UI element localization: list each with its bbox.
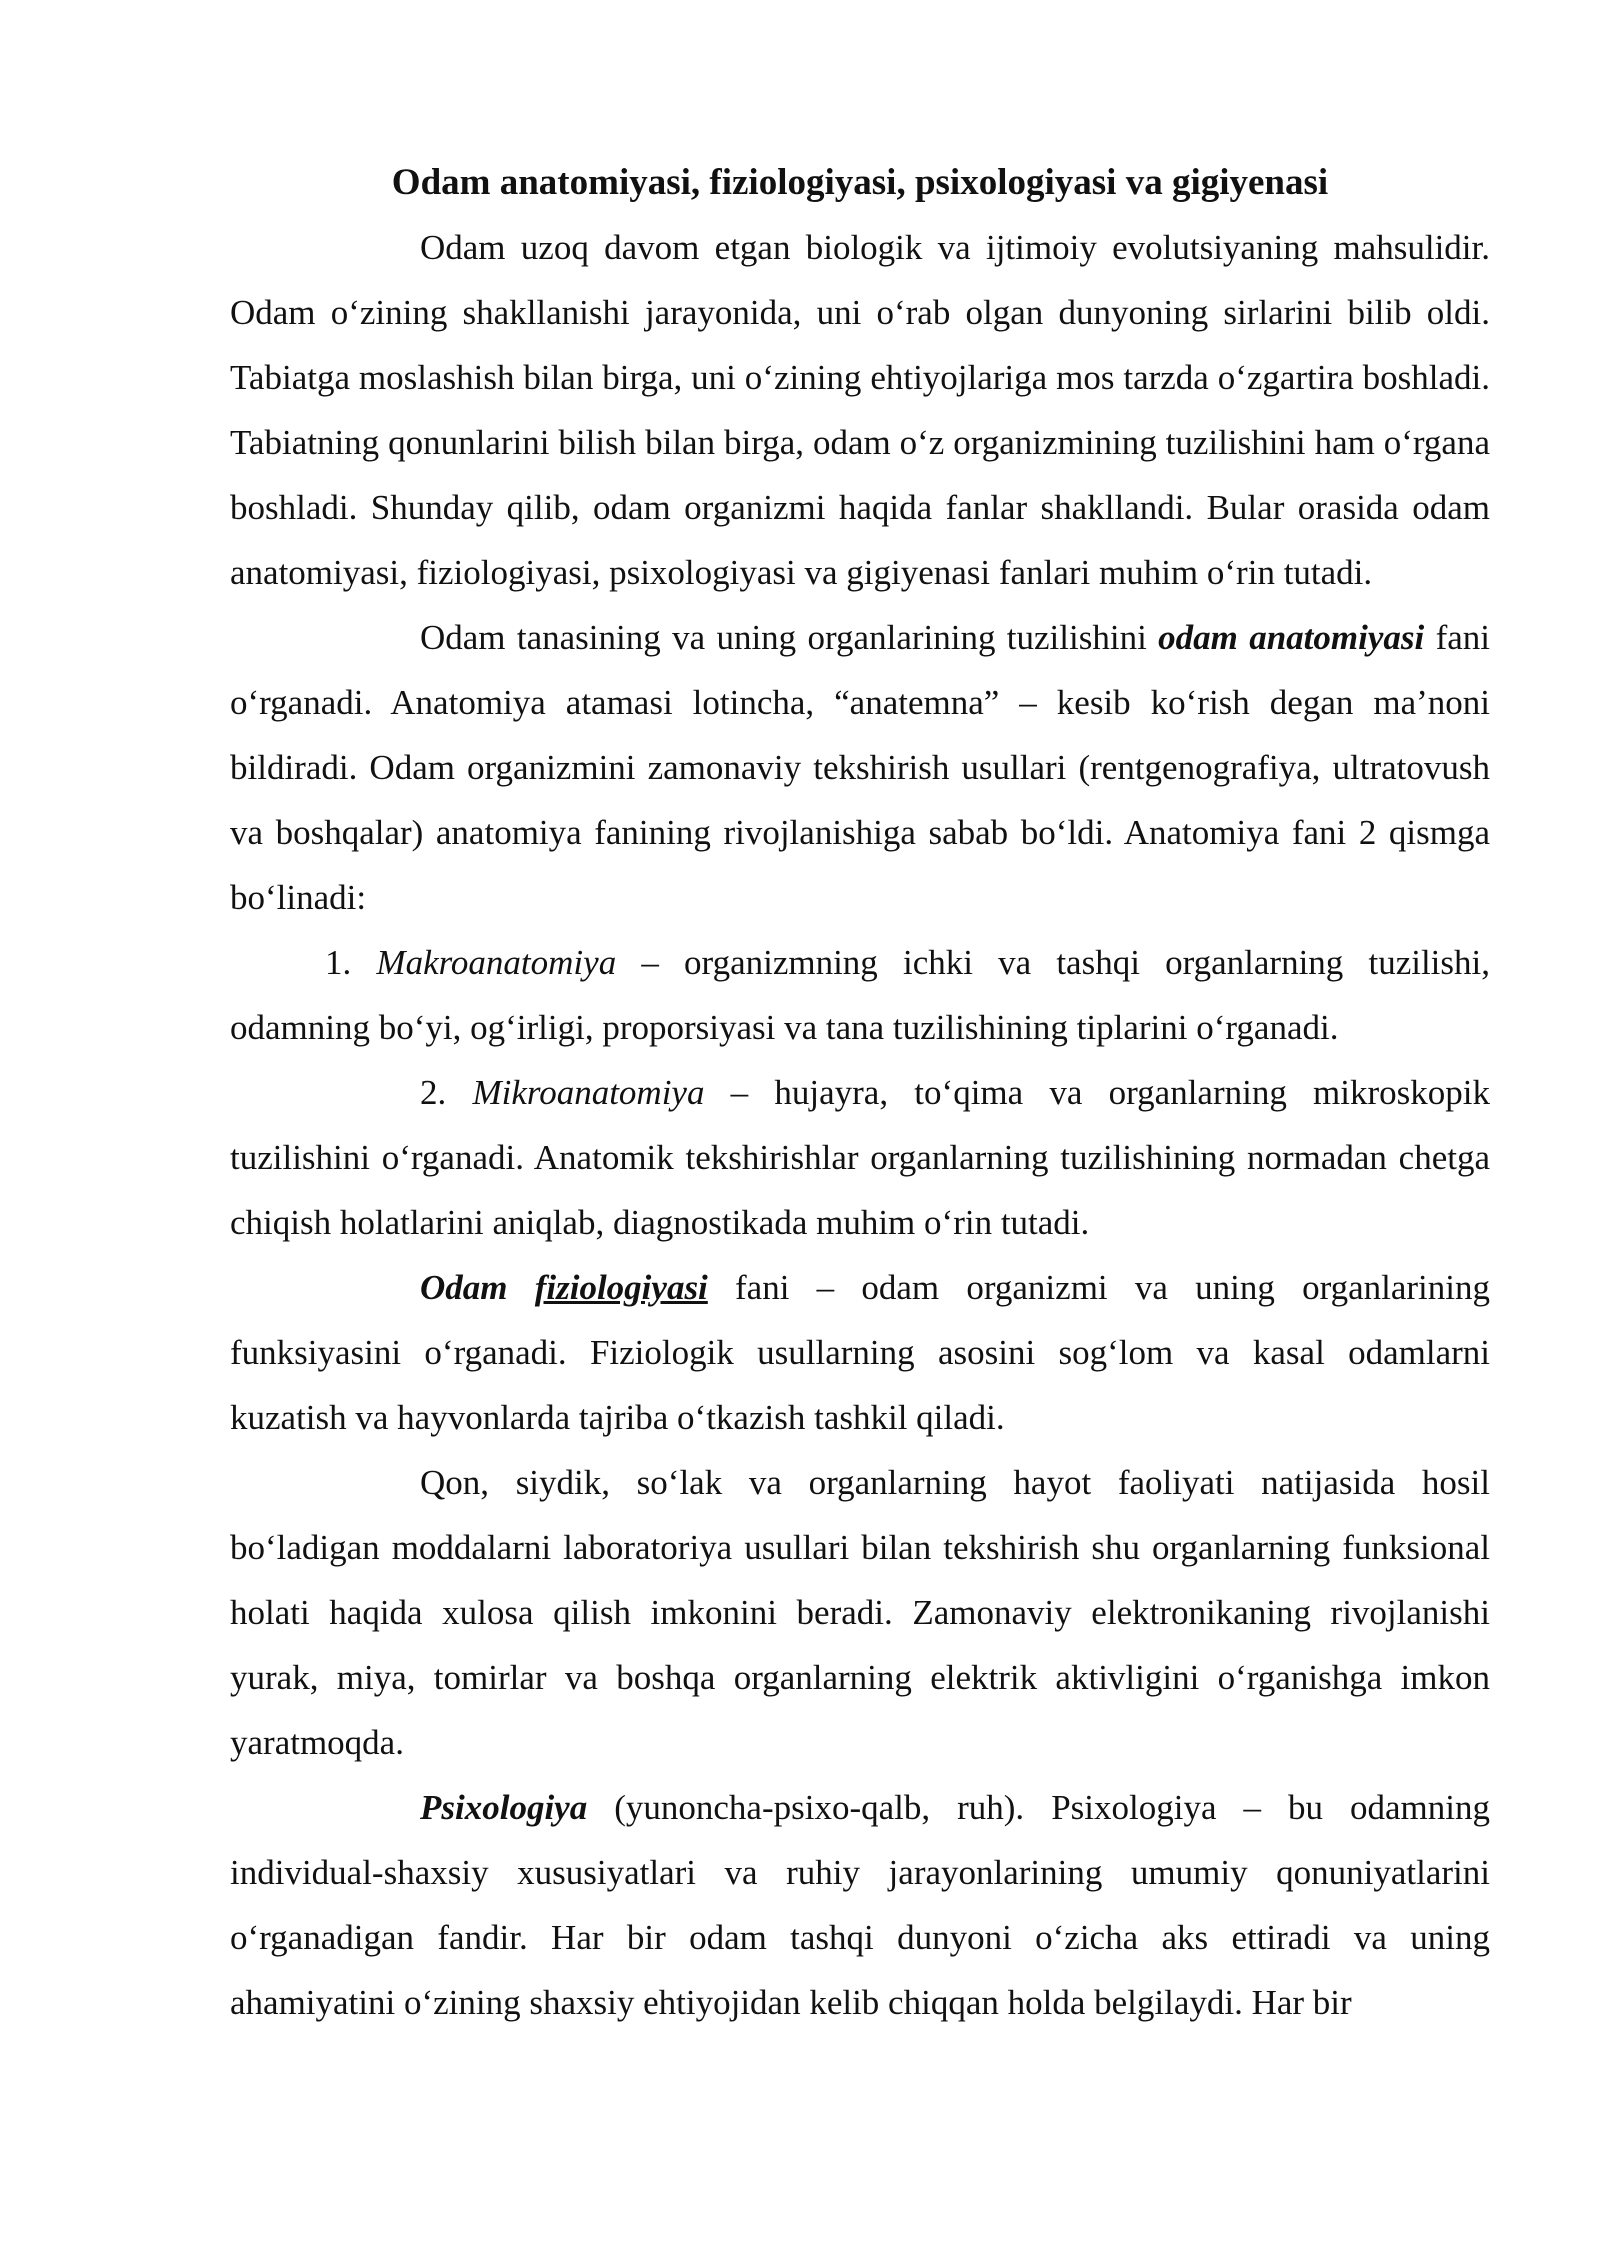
term-odam: Odam bbox=[420, 1268, 508, 1307]
paragraph-physiology-text: fani – odam organizmi va uning organlarining funksiyasini o‘rganadi. Fiziologik usullarning asosini sog‘lom va kasal odamlarni kuzatish va hayvonlarda tajriba o‘tkazish tashkil qiladi. bbox=[230, 1268, 1490, 1437]
term-odam-anatomiyasi: odam anatomiyasi bbox=[1158, 618, 1425, 657]
paragraph-physiology bbox=[230, 1255, 1490, 1450]
paragraph-psychology bbox=[230, 1775, 1490, 2035]
paragraph-anatomy bbox=[230, 605, 1490, 930]
list-item-text: – hujayra, to‘qima va organlarning mikroskopik tuzilishini o‘rganadi. Anatomik tekshirishlar organlarning tuzilishining normadan chetga chiqish holatlarini aniqlab, diagnostikada muhim o‘rin tutadi. bbox=[230, 1073, 1490, 1242]
list-item-mikroanatomiya bbox=[230, 1060, 1490, 1255]
paragraph-anatomy-after: fani o‘rganadi. Anatomiya atamasi lotincha, “anatemna” – kesib ko‘rish degan ma’noni bildiradi. Odam organizmini zamonaviy tekshirish usullari (rentgenografiya, ultratovush va boshqalar) anatomiya fanining rivojlanishiga sabab bo‘ldi. Anatomiya fani 2 qismga bo‘linadi: bbox=[230, 618, 1490, 917]
term-makroanatomiya: Makroanatomiya bbox=[376, 943, 617, 982]
list-number: 2. bbox=[420, 1073, 473, 1112]
paragraph-anatomy-before: Odam tanasining va uning organlarining tuzilishini bbox=[420, 618, 1159, 657]
list-item-makroanatomiya bbox=[230, 930, 1490, 1060]
document-page bbox=[230, 150, 1490, 2035]
document-title: Odam anatomiyasi, fiziologiyasi, psixologiyasi va gigiyenasi bbox=[391, 162, 1329, 203]
paragraph-lab-methods: Qon, siydik, so‘lak va organlarning hayot faoliyati natijasida hosil bo‘ladigan moddalarni laboratoriya usullari bilan tekshirish shu organlarning funksional holati haqida xulosa qilish imkonini beradi. Zamonaviy elektronikaning rivojlanishi yurak, miya, tomirlar va boshqa organlarning elektrik aktivligini o‘rganishga imkon yaratmoqda. bbox=[230, 1463, 1490, 1762]
term-psixologiya: Psixologiya bbox=[420, 1788, 588, 1827]
term-mikroanatomiya: Mikroanatomiya bbox=[472, 1073, 705, 1112]
paragraph-intro: Odam uzoq davom etgan biologik va ijtimoiy evolutsiyaning mahsulidir. Odam o‘zining shakllanishi jarayonida, uni o‘rab olgan dunyoning sirlarini bilib oldi. Tabiatga moslashish bilan birga, uni o‘zining ehtiyojlariga mos tarzda o‘zgartira boshladi. Tabiatning qonunlarini bilish bilan birga, odam o‘z organizmining tuzilishini ham o‘rgana boshladi. Shunday qilib, odam organizmi haqida fanlar shakllandi. Bular orasida odam anatomiyasi, fiziologiyasi, psixologiyasi va gigiyenasi fanlari muhim o‘rin tutadi. bbox=[230, 228, 1490, 592]
term-fiziologiyasi: fiziologiyasi bbox=[534, 1268, 708, 1307]
list-number: 1. bbox=[325, 943, 377, 982]
paragraph-psychology-text: (yunoncha-psixo-qalb, ruh). Psixologiya – bu odamning individual-shaxsiy xususiyatlari va ruhiy jarayonlarining umumiy qonuniyatlarini o‘rganadigan fandir. Har bir odam tashqi dunyoni o‘zicha aks ettiradi va uning ahamiyatini o‘zining shaxsiy ehtiyojidan kelib chiqqan holda belgilaydi. Har bir bbox=[230, 1788, 1490, 2022]
list-item-text: – organizmning ichki va tashqi organlarning tuzilishi, odamning bo‘yi, og‘irligi, proporsiyasi va tana tuzilishining tiplarini o‘rganadi. bbox=[230, 943, 1490, 1047]
